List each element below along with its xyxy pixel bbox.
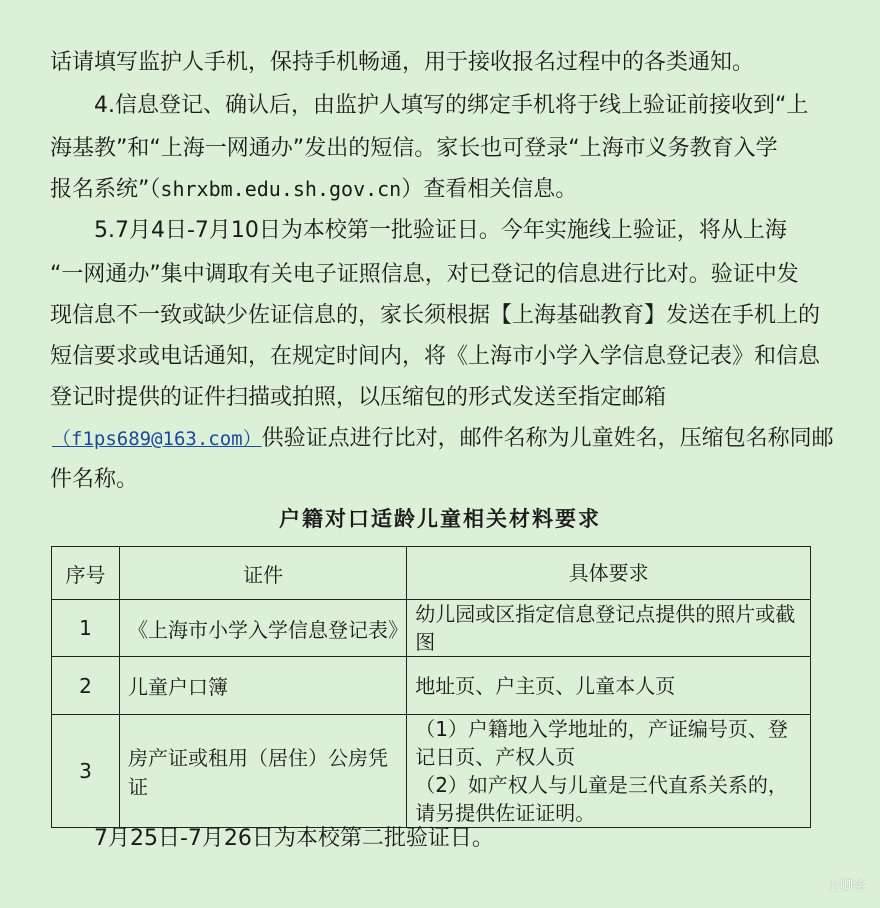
- paragraph-line: 5.7月4日-7月10日为本校第一批验证日。今年实施线上验证，将从上海: [94, 218, 787, 243]
- row-document: 房产证或租用（居住）公房凭证: [119, 715, 406, 828]
- paragraph-line: “一网通办”集中调取有关电子证照信息，对已登记的信息进行比对。验证中发: [50, 262, 799, 287]
- paragraph-text: ）查看相关信息。: [401, 177, 578, 202]
- table-header-row: [52, 547, 811, 600]
- paragraph-line: [50, 171, 577, 208]
- materials-table: [51, 546, 811, 828]
- footer-line: 7月25日-7月26日为本校第二批验证日。: [94, 826, 494, 851]
- row-no: 3: [52, 715, 120, 828]
- paragraph-line: 现信息不一致或缺少佐证信息的，家长须根据【上海基础教育】发送在手机上的: [50, 303, 821, 328]
- row-requirement: [407, 715, 811, 828]
- row-no: 2: [52, 657, 120, 715]
- paragraph-line: 登记时提供的证件扫描或拍照，以压缩包的形式发送至指定邮箱: [50, 385, 667, 410]
- website-url[interactable]: shrxbm.edu.sh.gov.cn: [160, 177, 402, 201]
- paragraph-line: 件名称。: [50, 467, 139, 492]
- header-no: 序号: [52, 547, 120, 600]
- table-row: [52, 715, 811, 828]
- paragraph-line: 4.信息登记、确认后，由监护人填写的绑定手机将于线上验证前接收到“上: [94, 93, 809, 118]
- header-requirement: 具体要求: [407, 547, 811, 600]
- paragraph-text: 供验证点进行比对，邮件名称为儿童姓名，压缩包名称同邮: [261, 426, 834, 451]
- row-no: 1: [52, 600, 120, 657]
- table-row: [52, 657, 811, 715]
- table-row: [52, 600, 811, 657]
- requirement-item: （1）户籍地入学地址的，产证编号页、登记日页、产权人页: [415, 717, 788, 769]
- paragraph-line: 海基教”和“上海一网通办”发出的短信。家长也可登录“上海市义务教育入学: [50, 136, 778, 161]
- watermark: 上卿学: [826, 879, 866, 894]
- paragraph-text: 报名系统”（: [50, 177, 161, 202]
- table-title: 户籍对口适龄儿童相关材料要求: [279, 507, 601, 531]
- email-link[interactable]: （f1ps689@163.com）: [52, 428, 262, 450]
- header-document: 证件: [119, 547, 406, 600]
- row-requirement: 幼儿园或区指定信息登记点提供的照片或截图: [407, 600, 811, 657]
- row-requirement: 地址页、户主页、儿童本人页: [407, 657, 811, 715]
- paragraph-line: [52, 420, 834, 458]
- row-document: 儿童户口簿: [119, 657, 406, 715]
- paragraph-line: 话请填写监护人手机，保持手机畅通，用于接收报名过程中的各类通知。: [50, 50, 755, 75]
- requirement-item: （2）如产权人与儿童是三代直系关系的，请另提供佐证证明。: [415, 773, 788, 825]
- paragraph-line: 短信要求或电话通知，在规定时间内，将《上海市小学入学信息登记表》和信息: [50, 344, 821, 369]
- row-document: 《上海市小学入学信息登记表》: [119, 600, 406, 657]
